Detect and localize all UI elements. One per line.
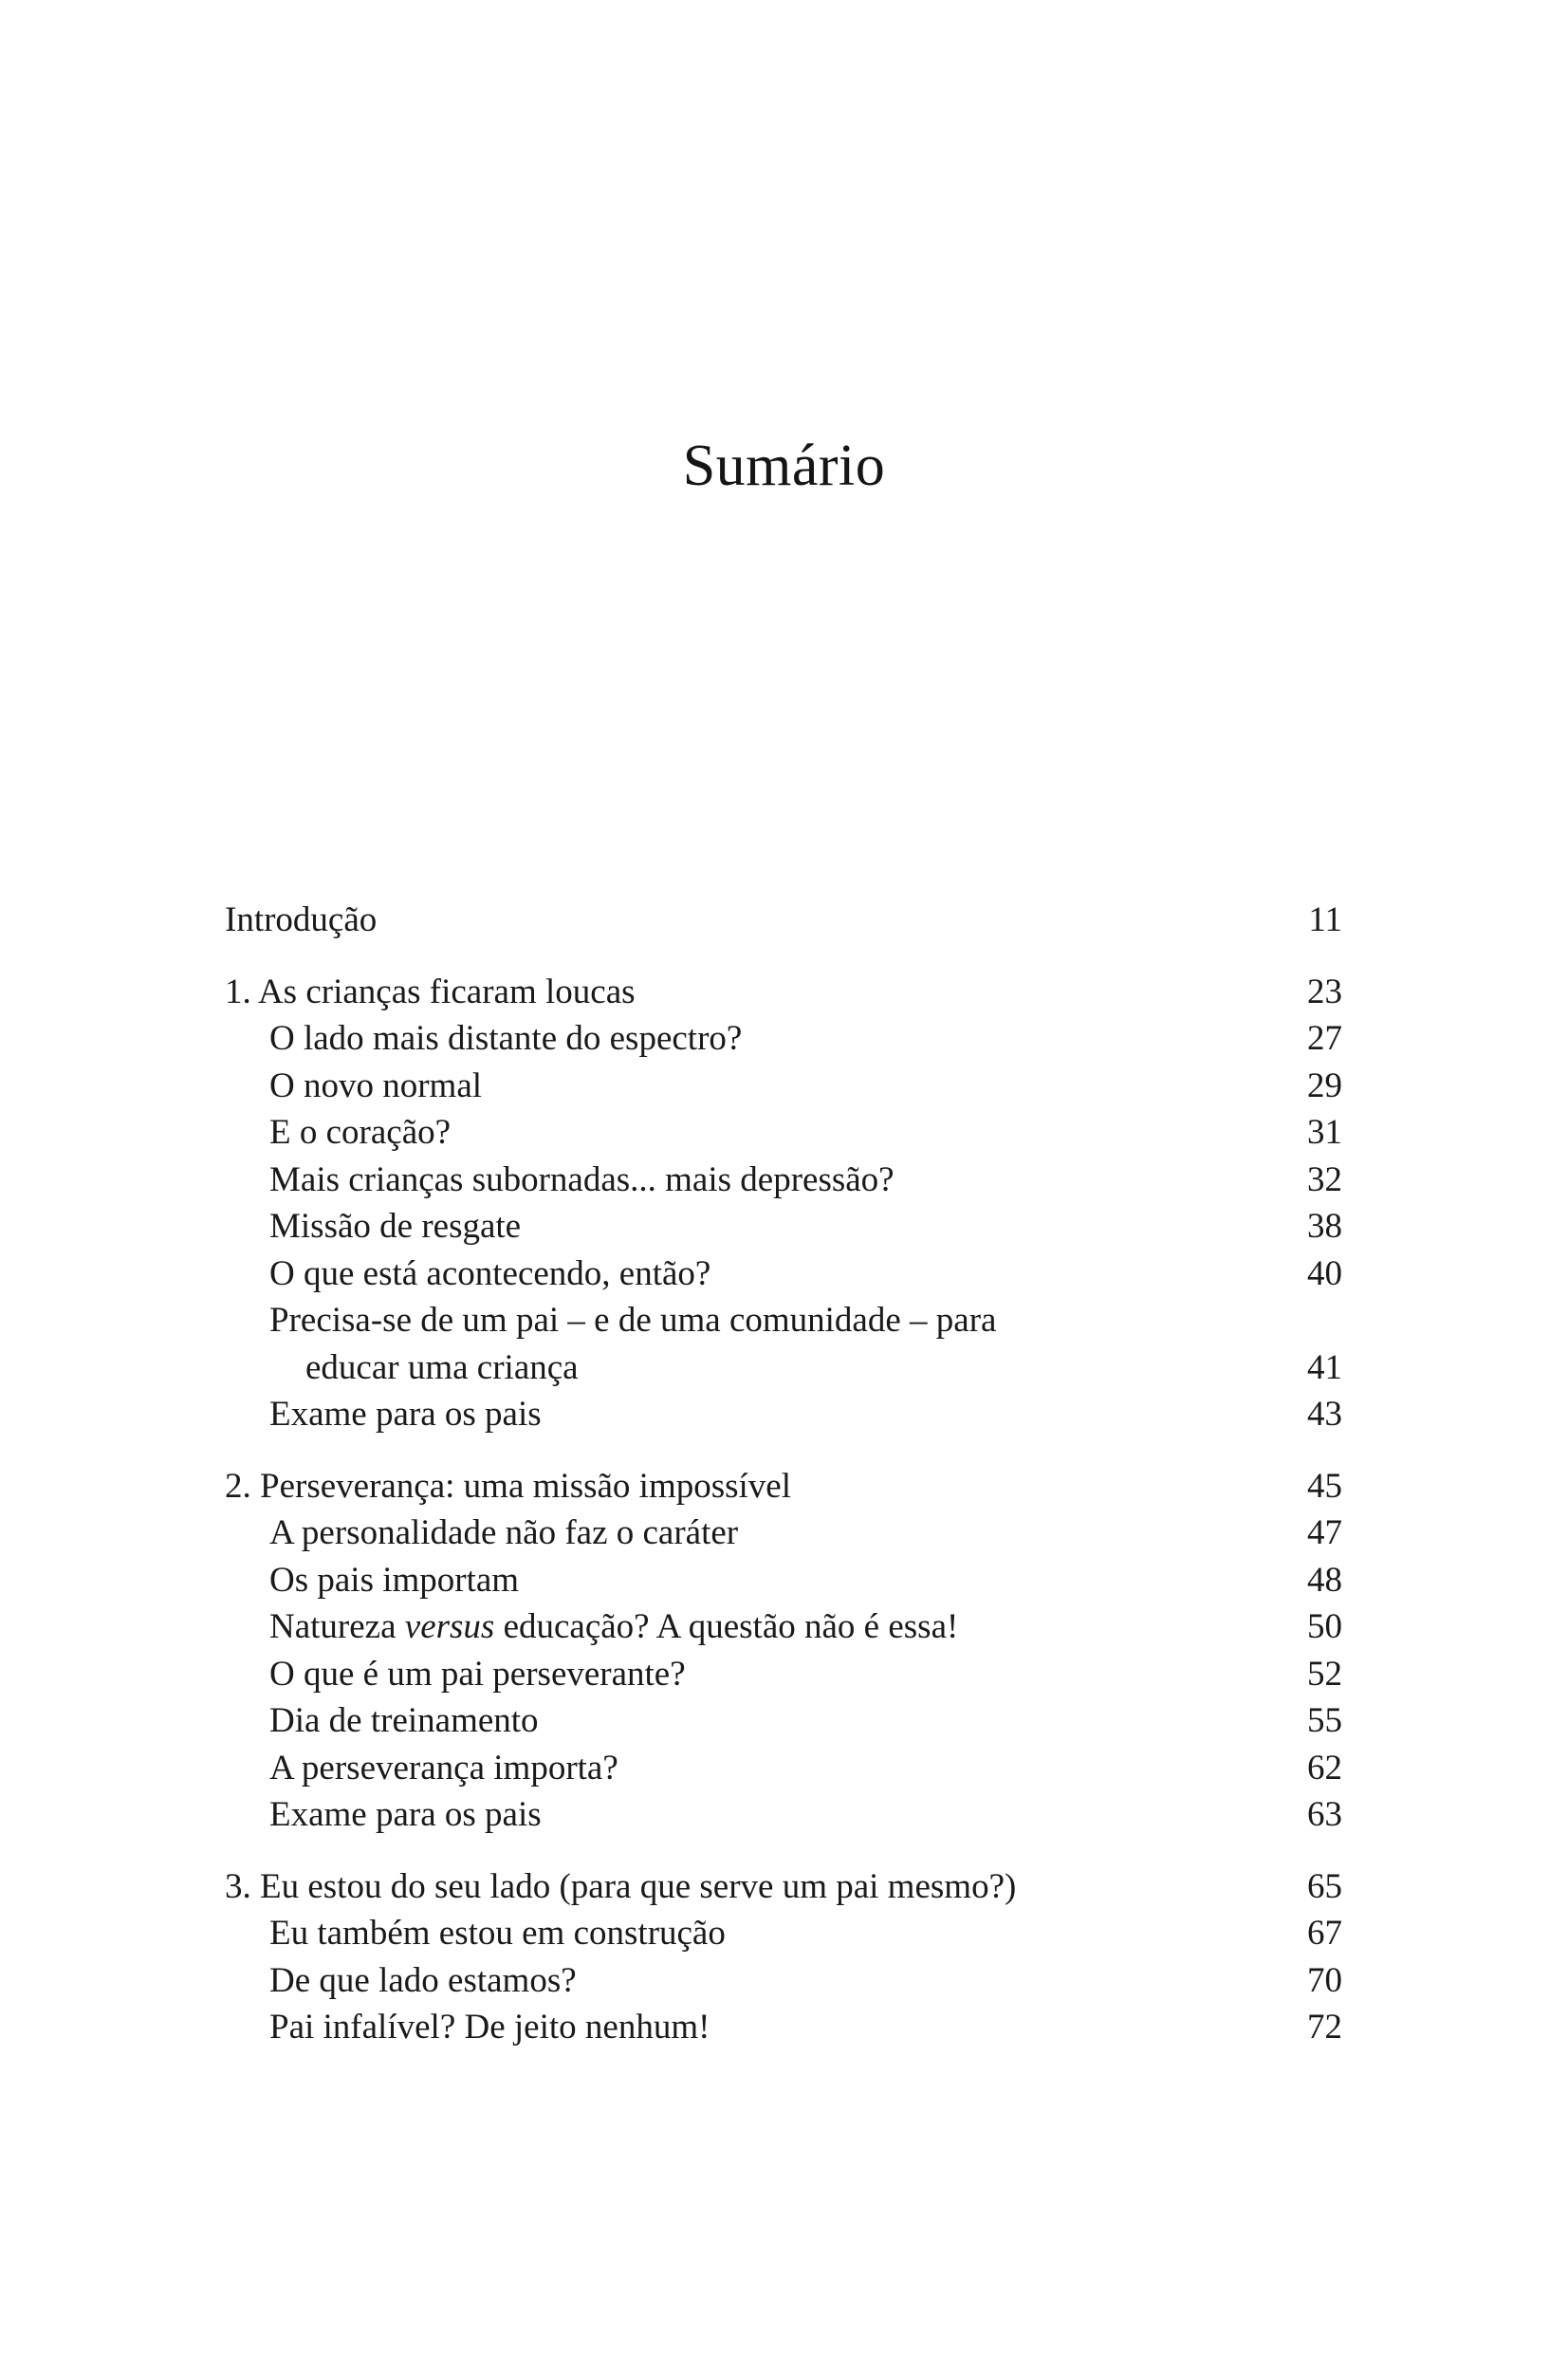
toc-entry-label: 1. As crianças ficaram loucas xyxy=(225,972,636,1011)
toc-entry-label: Eu também estou em construção xyxy=(269,1914,726,1953)
toc-entry[interactable] xyxy=(225,1651,1342,1698)
toc-entry-label: Os pais importam xyxy=(269,1560,520,1600)
toc-entry[interactable] xyxy=(225,1603,1342,1651)
toc-entry[interactable] xyxy=(225,1157,1342,1204)
toc-entry-page-number: 55 xyxy=(1307,1701,1342,1740)
toc-entry[interactable] xyxy=(225,1697,1342,1745)
toc-entry-label-continuation: educar uma criança xyxy=(305,1347,579,1387)
toc-entry-page-number: 72 xyxy=(1307,2008,1342,2047)
toc-entry-page-number: 43 xyxy=(1307,1395,1342,1434)
toc-entry[interactable] xyxy=(225,969,1342,1016)
toc-entry-page-number: 29 xyxy=(1307,1065,1342,1105)
toc-entry-label xyxy=(225,1603,958,1651)
toc-entry-page-number: 50 xyxy=(1307,1607,1342,1646)
toc-entry-label: 3. Eu estou do seu lado (para que serve um pai mesmo?) xyxy=(225,1866,1017,1906)
toc-label-part: educação? A questão não é essa! xyxy=(494,1607,959,1646)
toc-entry[interactable] xyxy=(225,1910,1342,1957)
toc-entry-label: Missão de resgate xyxy=(269,1207,522,1246)
toc-entry-page-number: 70 xyxy=(1307,1960,1342,2000)
toc-entry-label: E o coração? xyxy=(269,1113,452,1152)
toc-entry-continuation-row xyxy=(225,1344,1342,1392)
toc-entry-page-number: 40 xyxy=(1307,1253,1342,1293)
toc-entry-label: O novo normal xyxy=(269,1065,483,1105)
toc-entry-label: O que está acontecendo, então? xyxy=(269,1253,711,1293)
toc-entry[interactable] xyxy=(225,897,1342,944)
toc-label-part: Natureza xyxy=(269,1607,405,1646)
toc-entry-page-number: 65 xyxy=(1307,1866,1342,1906)
toc-group-front-matter xyxy=(225,897,1342,944)
toc-entry[interactable] xyxy=(225,1863,1342,1911)
toc-group-chapter-3 xyxy=(225,1863,1342,2051)
toc-entry-label: Pai infalível? De jeito nenhum! xyxy=(269,2008,710,2047)
toc-entry-label: Exame para os pais xyxy=(269,1795,542,1834)
toc-entry-label: O lado mais distante do espectro? xyxy=(269,1019,743,1058)
toc-entry-page-number: 45 xyxy=(1307,1466,1342,1506)
toc-entry-page-number: 52 xyxy=(1307,1654,1342,1694)
toc-entry-page-number: 38 xyxy=(1307,1207,1342,1246)
toc-entry-page-number: 62 xyxy=(1307,1748,1342,1788)
toc-entry[interactable] xyxy=(225,1297,1342,1391)
toc-entry-page-number: 47 xyxy=(1307,1513,1342,1552)
toc-entry-page-number: 67 xyxy=(1307,1914,1342,1953)
toc-entry-label: O que é um pai perseverante? xyxy=(269,1654,686,1694)
toc-entry[interactable] xyxy=(225,1391,1342,1438)
toc-entry-page-number: 11 xyxy=(1308,900,1342,939)
toc-entry[interactable] xyxy=(225,2004,1342,2051)
toc-entry[interactable] xyxy=(225,1251,1342,1298)
toc-group-chapter-1 xyxy=(225,969,1342,1438)
toc-entry-label: Mais crianças subornadas... mais depressão? xyxy=(269,1159,895,1199)
toc-entry[interactable] xyxy=(225,1109,1342,1157)
page-title: Sumário xyxy=(682,433,886,498)
toc-entry[interactable] xyxy=(225,1745,1342,1792)
toc-entry-page-number: 41 xyxy=(1307,1347,1342,1387)
toc-entry-label: Introdução xyxy=(225,900,378,939)
toc-entry-label: De que lado estamos? xyxy=(269,1960,577,2000)
toc-entry-page-number: 63 xyxy=(1307,1795,1342,1834)
toc-entry[interactable] xyxy=(225,1203,1342,1251)
toc-entry-page-number: 31 xyxy=(1307,1113,1342,1152)
toc-entry[interactable] xyxy=(225,1957,1342,2005)
toc-entry[interactable] xyxy=(225,1791,1342,1839)
toc-entry-label: Precisa-se de um pai – e de uma comunidade – para xyxy=(269,1301,997,1340)
toc-entry-page-number: 32 xyxy=(1307,1159,1342,1199)
toc-entry-page-number: 27 xyxy=(1307,1019,1342,1058)
toc-entry-page-number: 48 xyxy=(1307,1560,1342,1600)
toc-entry-label: Exame para os pais xyxy=(269,1395,542,1434)
toc-entry-label: A personalidade não faz o caráter xyxy=(269,1513,739,1552)
toc-label-emphasis: versus xyxy=(404,1607,495,1646)
toc-entry-label: 2. Perseverança: uma missão impossível xyxy=(225,1466,792,1506)
toc-entry[interactable] xyxy=(225,1063,1342,1110)
toc-entry[interactable] xyxy=(225,1015,1342,1063)
toc-group-chapter-2 xyxy=(225,1463,1342,1839)
toc-entry[interactable] xyxy=(225,1463,1342,1510)
toc-entry[interactable] xyxy=(225,1510,1342,1557)
toc-entry-label: A perseverança importa? xyxy=(269,1748,618,1788)
toc-entry-page-number: 23 xyxy=(1307,972,1342,1011)
table-of-contents xyxy=(225,897,1342,2051)
toc-entry[interactable] xyxy=(225,1557,1342,1604)
toc-entry-label: Dia de treinamento xyxy=(269,1701,539,1740)
